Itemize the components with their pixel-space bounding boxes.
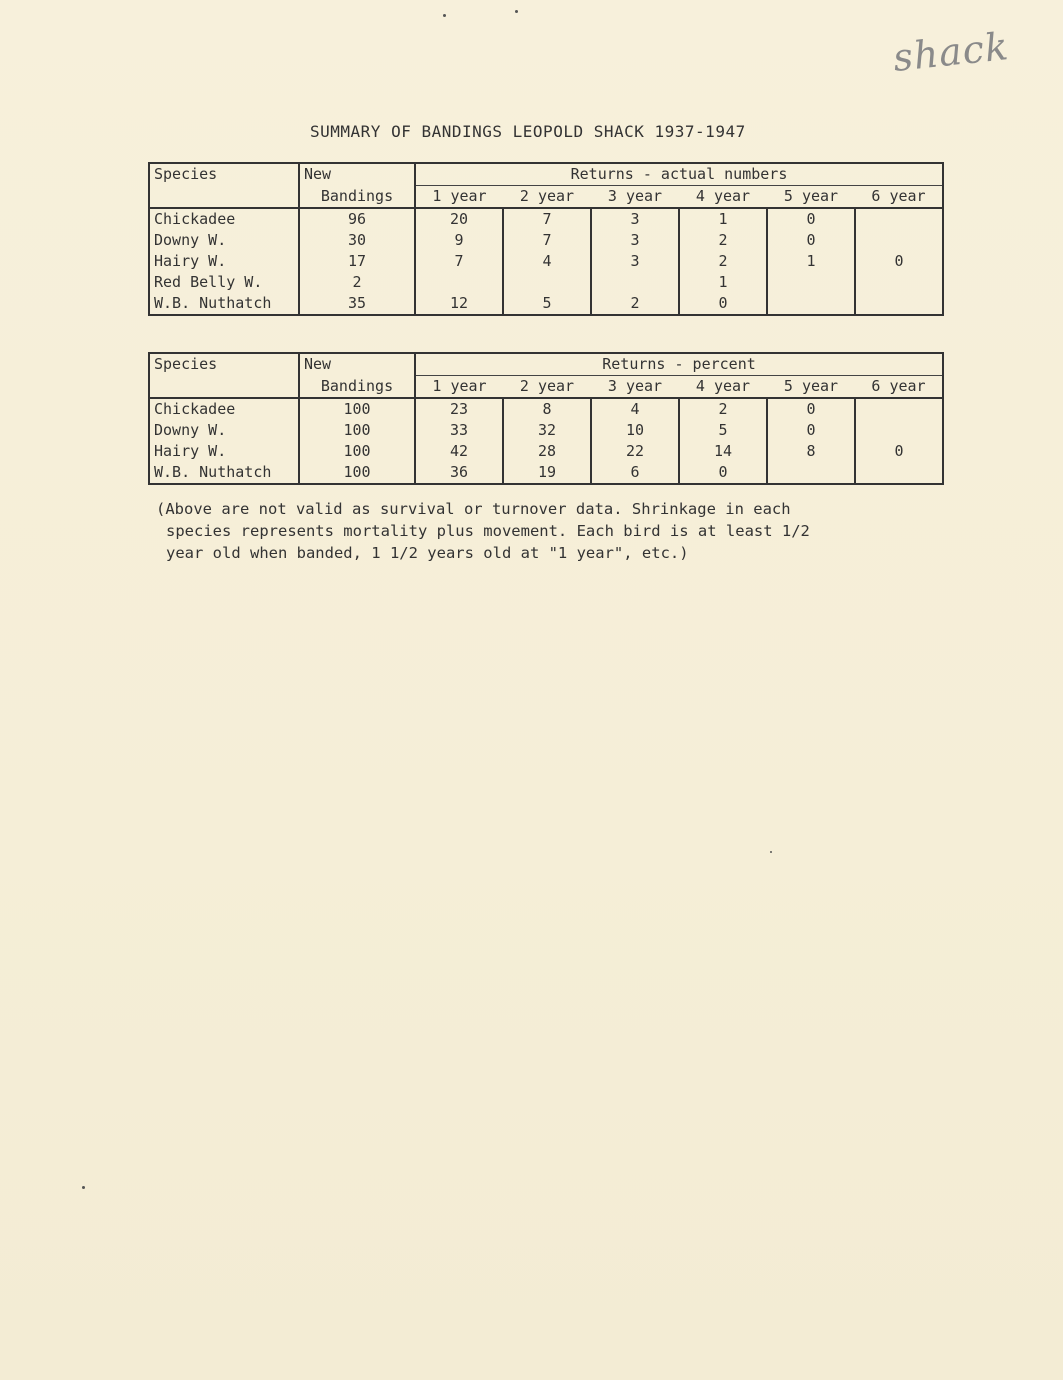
new-bandings-cell: 30 — [299, 230, 415, 251]
return-cell — [855, 293, 943, 315]
return-cell: 1 — [767, 251, 855, 272]
header-year: 3 year — [591, 186, 679, 209]
header-species-spacer — [149, 376, 299, 399]
footnote-line: species represents mortality plus movement. Each bird is at least 1/2 — [166, 522, 810, 540]
new-bandings-cell: 17 — [299, 251, 415, 272]
return-cell: 0 — [767, 208, 855, 230]
return-cell: 5 — [503, 293, 591, 315]
page-title: SUMMARY OF BANDINGS LEOPOLD SHACK 1937-1947 — [310, 122, 746, 141]
return-cell: 14 — [679, 441, 767, 462]
species-cell: Chickadee — [149, 398, 299, 420]
new-bandings-cell: 100 — [299, 398, 415, 420]
return-cell: 22 — [591, 441, 679, 462]
paper-speck — [515, 10, 518, 13]
return-cell: 33 — [415, 420, 503, 441]
header-year: 6 year — [855, 376, 943, 399]
return-cell: 20 — [415, 208, 503, 230]
species-cell: W.B. Nuthatch — [149, 462, 299, 484]
return-cell: 1 — [679, 272, 767, 293]
header-year: 1 year — [415, 376, 503, 399]
footnote — [156, 498, 916, 564]
table-row — [149, 272, 943, 293]
return-cell: 0 — [767, 398, 855, 420]
return-cell: 28 — [503, 441, 591, 462]
return-cell — [855, 272, 943, 293]
return-cell: 2 — [591, 293, 679, 315]
table-row — [149, 398, 943, 420]
return-cell — [767, 462, 855, 484]
return-cell: 3 — [591, 230, 679, 251]
return-cell: 0 — [679, 462, 767, 484]
return-cell: 0 — [767, 420, 855, 441]
footnote-line: year old when banded, 1 1/2 years old at "1 year", etc.) — [166, 544, 689, 562]
header-returns-group: Returns - percent — [415, 353, 943, 376]
header-year: 4 year — [679, 186, 767, 209]
return-cell: 1 — [679, 208, 767, 230]
table-row — [149, 230, 943, 251]
new-bandings-cell: 100 — [299, 441, 415, 462]
return-cell: 3 — [591, 208, 679, 230]
header-year: 2 year — [503, 186, 591, 209]
paper-speck — [82, 1186, 85, 1189]
paper-speck — [770, 851, 772, 853]
return-cell — [503, 272, 591, 293]
return-cell: 3 — [591, 251, 679, 272]
percent-table — [148, 352, 944, 485]
return-cell — [855, 230, 943, 251]
return-cell: 0 — [855, 441, 943, 462]
return-cell — [855, 398, 943, 420]
return-cell — [855, 420, 943, 441]
header-new: New — [299, 163, 415, 186]
table-row — [149, 462, 943, 484]
footnote-line: (Above are not valid as survival or turnover data. Shrinkage in each — [156, 500, 791, 518]
header-bandings: Bandings — [299, 186, 415, 209]
table-row — [149, 251, 943, 272]
return-cell: 2 — [679, 398, 767, 420]
handwritten-note: shack — [891, 24, 1011, 80]
return-cell: 0 — [679, 293, 767, 315]
header-year: 4 year — [679, 376, 767, 399]
return-cell: 9 — [415, 230, 503, 251]
header-year: 2 year — [503, 376, 591, 399]
return-cell: 32 — [503, 420, 591, 441]
actual-numbers-table — [148, 162, 944, 316]
species-cell: Downy W. — [149, 420, 299, 441]
new-bandings-cell: 2 — [299, 272, 415, 293]
return-cell: 12 — [415, 293, 503, 315]
return-cell: 4 — [591, 398, 679, 420]
return-cell: 8 — [767, 441, 855, 462]
return-cell — [767, 293, 855, 315]
header-new: New — [299, 353, 415, 376]
return-cell — [415, 272, 503, 293]
return-cell — [591, 272, 679, 293]
return-cell: 23 — [415, 398, 503, 420]
return-cell — [855, 208, 943, 230]
new-bandings-cell: 96 — [299, 208, 415, 230]
return-cell: 7 — [415, 251, 503, 272]
header-returns-group: Returns - actual numbers — [415, 163, 943, 186]
table-row — [149, 208, 943, 230]
table-row — [149, 420, 943, 441]
return-cell: 6 — [591, 462, 679, 484]
header-species: Species — [149, 353, 299, 376]
species-cell: Hairy W. — [149, 441, 299, 462]
species-cell: W.B. Nuthatch — [149, 293, 299, 315]
header-species: Species — [149, 163, 299, 186]
return-cell: 10 — [591, 420, 679, 441]
header-year: 5 year — [767, 376, 855, 399]
table-row — [149, 293, 943, 315]
header-year: 3 year — [591, 376, 679, 399]
new-bandings-cell: 100 — [299, 462, 415, 484]
return-cell: 2 — [679, 251, 767, 272]
return-cell: 2 — [679, 230, 767, 251]
return-cell: 7 — [503, 208, 591, 230]
new-bandings-cell: 35 — [299, 293, 415, 315]
header-year: 6 year — [855, 186, 943, 209]
header-year: 1 year — [415, 186, 503, 209]
return-cell: 5 — [679, 420, 767, 441]
return-cell: 8 — [503, 398, 591, 420]
table-row — [149, 441, 943, 462]
return-cell: 0 — [767, 230, 855, 251]
species-cell: Red Belly W. — [149, 272, 299, 293]
header-species-spacer — [149, 186, 299, 209]
species-cell: Hairy W. — [149, 251, 299, 272]
return-cell: 4 — [503, 251, 591, 272]
return-cell: 42 — [415, 441, 503, 462]
return-cell: 7 — [503, 230, 591, 251]
return-cell — [855, 462, 943, 484]
paper-speck — [443, 14, 446, 17]
species-cell: Chickadee — [149, 208, 299, 230]
return-cell — [767, 272, 855, 293]
new-bandings-cell: 100 — [299, 420, 415, 441]
species-cell: Downy W. — [149, 230, 299, 251]
header-bandings: Bandings — [299, 376, 415, 399]
return-cell: 0 — [855, 251, 943, 272]
header-year: 5 year — [767, 186, 855, 209]
return-cell: 19 — [503, 462, 591, 484]
return-cell: 36 — [415, 462, 503, 484]
